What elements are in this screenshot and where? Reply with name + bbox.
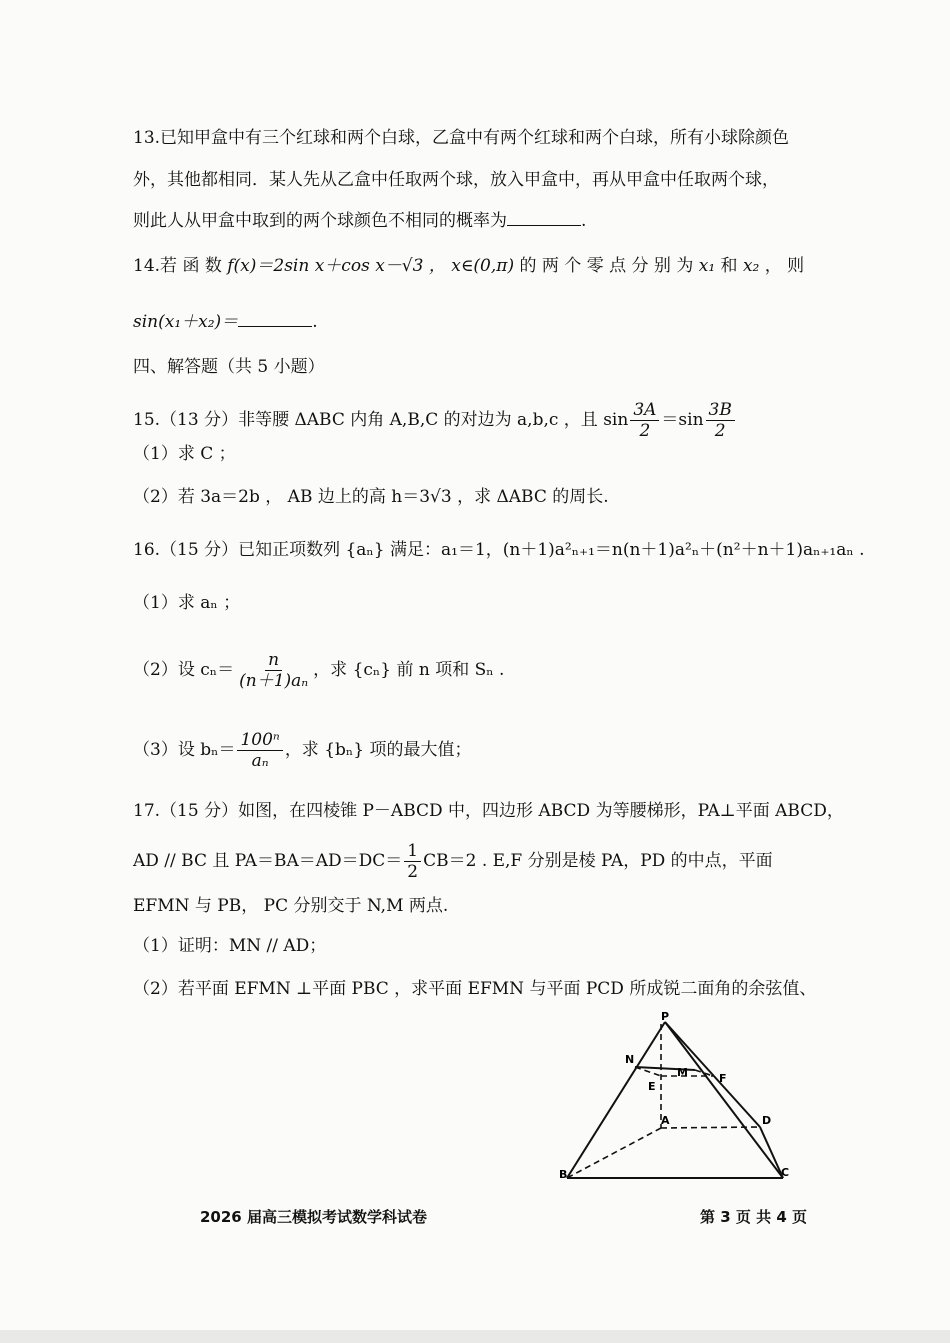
frac-den: 2 <box>639 421 651 441</box>
q15-stem-text: 15.（13 分）非等腰 ΔABC 内角 A,B,C 的对边为 a,b,c ，且 sin <box>133 410 629 430</box>
q14-func: f(x)＝2sin x＋cos x－√3 ， <box>227 256 446 276</box>
q16-p3-pre: （3）设 bₙ＝ <box>133 740 236 760</box>
section-heading: 四、解答题（共 5 小题） <box>133 357 325 377</box>
q16-p3-frac <box>237 730 282 771</box>
label-a: A <box>661 1114 670 1127</box>
frac-num: 3B <box>706 400 735 421</box>
q16-p2-frac <box>236 650 311 691</box>
label-f: F <box>719 1072 727 1085</box>
q16-p3-post: ，求 {bₙ} 项的最大值； <box>284 740 472 760</box>
q13-line3: 则此人从甲盒中取到的两个球颜色不相同的概率为 . <box>133 211 587 231</box>
label-b: B <box>559 1168 568 1181</box>
q16-stem: 16.（15 分）已知正项数列 {aₙ} 满足：a₁＝1，(n＋1)a²ₙ₊₁＝n(n＋1)a²ₙ＋(n²＋n＋1)aₙ₊₁aₙ . <box>133 540 865 560</box>
answer-blank <box>507 211 581 226</box>
answer-blank <box>238 312 312 327</box>
edge-ad <box>661 1127 760 1128</box>
frac-num: 100ⁿ <box>237 730 282 751</box>
q17-part2: （2）若平面 EFMN ⊥平面 PBC ，求平面 EFMN 与平面 PCD 所成锐二面角的余弦值、 <box>133 979 817 999</box>
q16-part1: （1）求 aₙ ； <box>133 593 241 613</box>
q14-prefix: 14.若 函 数 <box>133 256 222 276</box>
q17-line1: 17.（15 分）如图，在四棱锥 P－ABCD 中，四边形 ABCD 为等腰梯形，PA⊥平面 ABCD， <box>133 801 844 821</box>
edge-ab <box>567 1128 661 1178</box>
label-e: E <box>648 1080 656 1093</box>
frac-den: 2 <box>407 862 419 882</box>
q14-middle: 的 两 个 零 点 分 别 为 <box>514 256 699 276</box>
frac-den: (n＋1)aₙ <box>239 671 309 691</box>
footer-title: 2026 届高三模拟考试数学科试卷 <box>200 1208 427 1226</box>
q16-p2-pre: （2）设 cₙ＝ <box>133 660 235 680</box>
q15-eq: ＝sin <box>661 410 704 430</box>
q17-line2 <box>133 837 830 885</box>
q14-and: 和 <box>715 256 743 276</box>
pyramid-figure <box>555 1010 805 1190</box>
q17-line2-post: CB＝2 . E,F 分别是棱 PA，PD 的中点，平面 <box>423 851 773 871</box>
q17-part1: （1）证明：MN // AD； <box>133 936 327 956</box>
q14-x1: x₁ <box>698 256 716 276</box>
q15-frac1 <box>630 400 659 441</box>
q14-line2: sin(x₁＋x₂)＝ . <box>133 312 318 332</box>
frac-num: 3A <box>630 400 659 421</box>
edge-pc <box>665 1022 783 1178</box>
label-m: M <box>677 1066 688 1079</box>
q14-line1 <box>133 254 830 278</box>
edge-pb <box>567 1022 665 1178</box>
q15-part2: （2）若 3a＝2b ， AB 边上的高 h＝3√3 ，求 ΔABC 的周长. <box>133 487 609 507</box>
q14-x2: x₂ <box>742 256 760 276</box>
q15-stem <box>133 398 830 442</box>
q17-frac <box>404 841 421 882</box>
q13-line3-text: 则此人从甲盒中取到的两个球颜色不相同的概率为 <box>133 211 507 231</box>
q17-line2-pre: AD // BC 且 PA＝BA＝AD＝DC＝ <box>133 851 403 871</box>
label-c: C <box>781 1166 790 1179</box>
label-p: P <box>661 1010 670 1023</box>
frac-num: n <box>265 650 282 671</box>
label-n: N <box>625 1053 635 1066</box>
page-number: 第 3 页 共 4 页 <box>700 1208 807 1226</box>
q14-line2-text: sin(x₁＋x₂)＝ <box>133 312 239 332</box>
label-d: D <box>762 1114 772 1127</box>
frac-num: 1 <box>404 841 421 862</box>
q16-p2-post: ，求 {cₙ} 前 n 项和 Sₙ . <box>313 660 505 680</box>
frac-den: aₙ <box>251 751 269 771</box>
q14-domain: x∈(0,π) <box>451 256 515 276</box>
q14-then: ， 则 <box>759 256 805 276</box>
q17-line3: EFMN 与 PB， PC 分别交于 N,M 两点. <box>133 896 449 916</box>
frac-den: 2 <box>714 421 726 441</box>
q15-part1: （1）求 C ； <box>133 444 236 464</box>
q13-line1: 13.已知甲盒中有三个红球和两个白球，乙盒中有两个红球和两个白球，所有小球除颜色 <box>133 128 790 148</box>
q15-frac2 <box>706 400 735 441</box>
q13-line2: 外，其他都相同．某人先从乙盒中任取两个球，放入甲盒中，再从甲盒中任取两个球， <box>133 170 779 190</box>
q16-part2 <box>133 646 830 694</box>
q16-part3 <box>133 726 830 774</box>
scan-edge <box>0 1330 950 1343</box>
